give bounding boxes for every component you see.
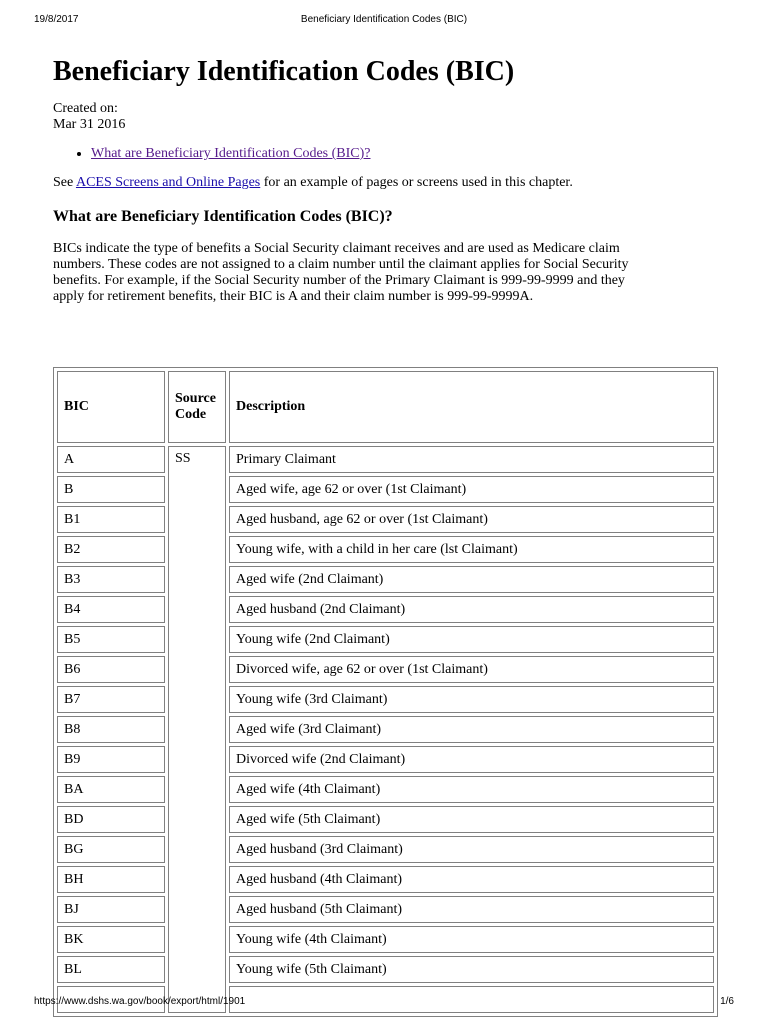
cell-bic: BJ — [57, 896, 165, 923]
cell-description: Aged husband, age 62 or over (1st Claimant) — [229, 506, 714, 533]
aces-screens-link[interactable]: ACES Screens and Online Pages — [75, 175, 261, 190]
cell-description: Young wife (3rd Claimant) — [229, 686, 714, 713]
intro-line: BICs indicate the type of benefits a Social Security claimant receives and are used as Medicare claim — [53, 241, 620, 256]
print-date: 19/8/2017 — [34, 14, 79, 25]
table-row — [57, 596, 714, 623]
header-source-line2: Code — [175, 407, 207, 422]
cell-description: Aged husband (3rd Claimant) — [229, 836, 714, 863]
cell-bic: B1 — [57, 506, 165, 533]
header-description: Description — [229, 371, 714, 443]
cell-bic: BH — [57, 866, 165, 893]
toc-link-what-are-bic[interactable]: What are Beneficiary Identification Codes (BIC)? — [91, 146, 371, 161]
cell-bic: BG — [57, 836, 165, 863]
table-row — [57, 896, 714, 923]
print-footer — [0, 996, 768, 1010]
table-row — [57, 806, 714, 833]
header-bic: BIC — [57, 371, 165, 443]
table-row — [57, 716, 714, 743]
see-suffix: for an example of pages or screens used in this chapter. — [260, 175, 573, 190]
cell-description: Young wife (4th Claimant) — [229, 926, 714, 953]
cell-bic: B8 — [57, 716, 165, 743]
table-row — [57, 446, 714, 473]
document-content — [53, 52, 718, 305]
created-date: Mar 31 2016 — [53, 117, 126, 132]
cell-bic: B9 — [57, 746, 165, 773]
cell-bic: BL — [57, 956, 165, 983]
intro-line: benefits. For example, if the Social Security number of the Primary Claimant is 999-99-9999 and they — [53, 273, 625, 288]
created-info — [53, 101, 718, 133]
cell-description: Primary Claimant — [229, 446, 714, 473]
cell-bic: B2 — [57, 536, 165, 563]
intro-line: apply for retirement benefits, their BIC is A and their claim number is 999-99-9999A. — [53, 289, 534, 304]
see-paragraph — [53, 175, 718, 191]
cell-description: Aged husband (5th Claimant) — [229, 896, 714, 923]
table-row — [57, 476, 714, 503]
section-heading: What are Beneficiary Identification Codes (BIC)? — [53, 208, 393, 225]
cell-description: Divorced wife (2nd Claimant) — [229, 746, 714, 773]
toc-item — [91, 146, 718, 162]
cell-description: Aged wife (3rd Claimant) — [229, 716, 714, 743]
header-source-code — [168, 371, 226, 443]
bic-table — [53, 367, 718, 1017]
table-row — [57, 746, 714, 773]
cell-description: Young wife (2nd Claimant) — [229, 626, 714, 653]
page-title: Beneficiary Identification Codes (BIC) — [53, 56, 515, 87]
cell-bic: B — [57, 476, 165, 503]
table-row — [57, 926, 714, 953]
table-header-row — [57, 371, 714, 443]
print-page-number: 1/6 — [720, 996, 734, 1007]
intro-line: numbers. These codes are not assigned to a claim number until the claimant applies for Social Security — [53, 257, 629, 272]
cell-description: Aged husband (2nd Claimant) — [229, 596, 714, 623]
cell-bic: B6 — [57, 656, 165, 683]
cell-description: Divorced wife, age 62 or over (1st Claimant) — [229, 656, 714, 683]
table-row — [57, 656, 714, 683]
table-of-contents — [53, 146, 718, 162]
see-prefix: See — [53, 175, 76, 190]
cell-bic: BK — [57, 926, 165, 953]
created-label: Created on: — [53, 101, 118, 116]
print-url: https://www.dshs.wa.gov/book/export/html/1901 — [34, 996, 246, 1007]
cell-bic: B4 — [57, 596, 165, 623]
cell-description: Aged husband (4th Claimant) — [229, 866, 714, 893]
print-header — [0, 14, 768, 28]
table-row — [57, 686, 714, 713]
table-row — [57, 866, 714, 893]
table-row — [57, 566, 714, 593]
cell-description: Aged wife (2nd Claimant) — [229, 566, 714, 593]
print-title: Beneficiary Identification Codes (BIC) — [300, 14, 468, 25]
table-row — [57, 776, 714, 803]
header-source-line1: Source — [175, 391, 216, 406]
cell-bic: BD — [57, 806, 165, 833]
intro-paragraph — [53, 241, 723, 305]
cell-description: Young wife (5th Claimant) — [229, 956, 714, 983]
table-row — [57, 536, 714, 563]
table-row — [57, 626, 714, 653]
table-row — [57, 836, 714, 863]
cell-bic: BA — [57, 776, 165, 803]
cell-description: Aged wife (4th Claimant) — [229, 776, 714, 803]
cell-description: Young wife, with a child in her care (lst Claimant) — [229, 536, 714, 563]
cell-bic: B3 — [57, 566, 165, 593]
table-row — [57, 956, 714, 983]
cell-bic: B7 — [57, 686, 165, 713]
cell-bic: B5 — [57, 626, 165, 653]
cell-bic: A — [57, 446, 165, 473]
table-row — [57, 506, 714, 533]
cell-description: Aged wife (5th Claimant) — [229, 806, 714, 833]
cell-description: Aged wife, age 62 or over (1st Claimant) — [229, 476, 714, 503]
cell-source-code: SS — [168, 446, 226, 1013]
